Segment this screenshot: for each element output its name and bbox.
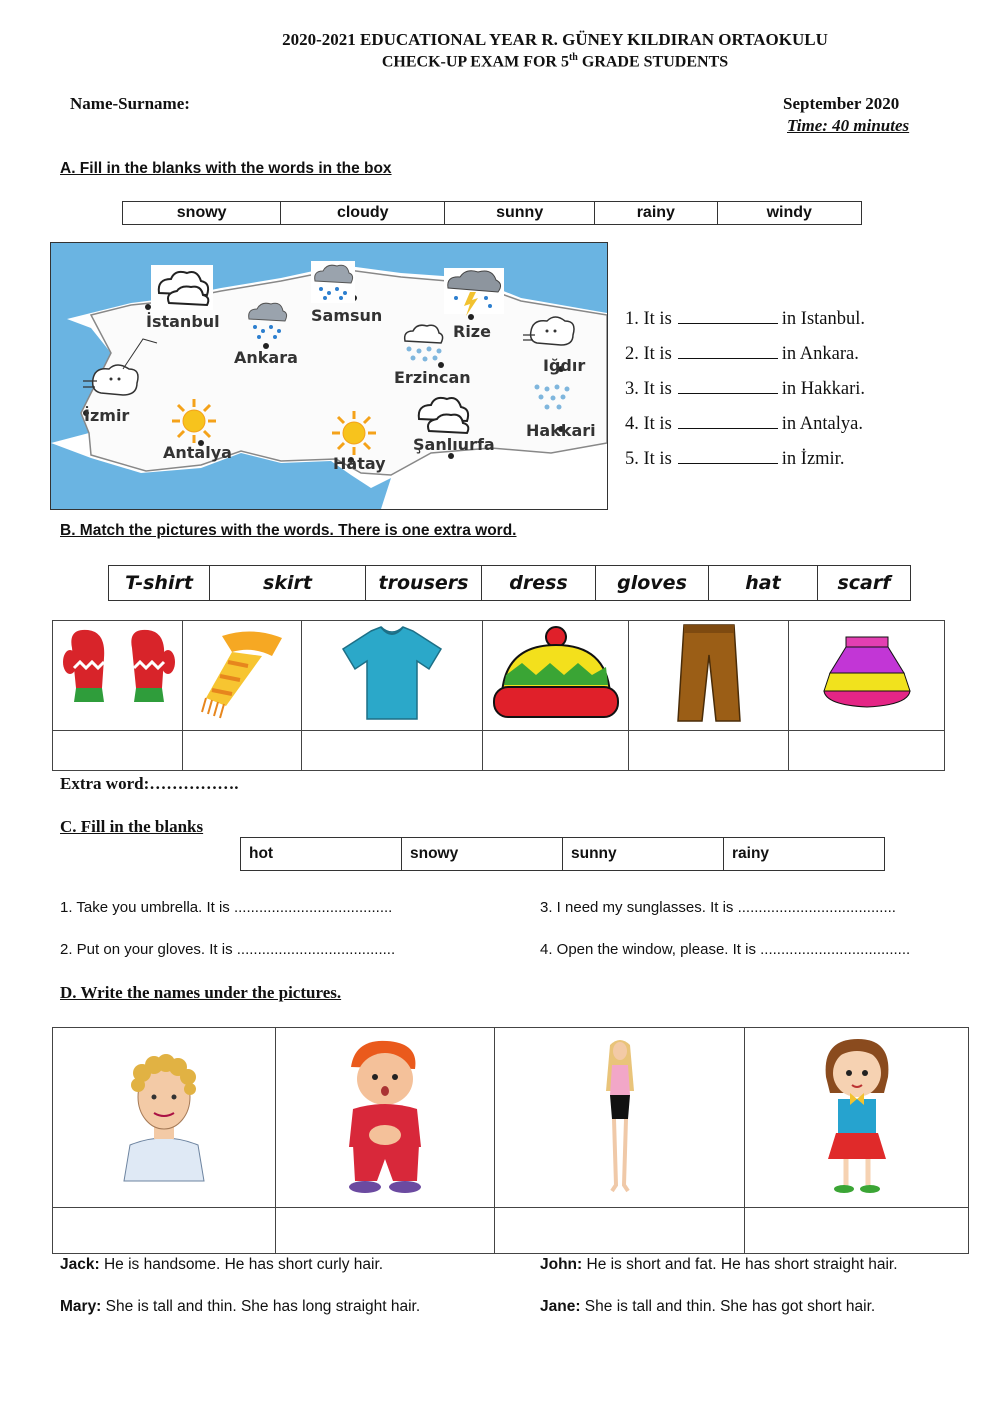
person-name: Jack: xyxy=(60,1256,100,1273)
skirt-picture-cell xyxy=(789,621,945,731)
city-istanbul: İstanbul xyxy=(146,312,220,331)
fat-boy-icon xyxy=(335,1035,435,1195)
question-suffix: in İzmir. xyxy=(781,449,845,469)
answer-cell[interactable] xyxy=(789,731,945,771)
word-box-item: gloves xyxy=(596,566,709,601)
city-hatay: Hatay xyxy=(333,454,386,473)
city-samsun: Samsun xyxy=(311,306,383,325)
header-line-2-pre: CHECK-UP EXAM FOR 5 xyxy=(381,53,569,71)
answer-cell[interactable] xyxy=(276,1208,495,1254)
word-box-item: trousers xyxy=(366,566,482,601)
tshirt-icon xyxy=(337,623,447,723)
answer-cell[interactable] xyxy=(183,731,302,771)
gloves-icon xyxy=(58,628,178,718)
person-picture-cell xyxy=(745,1028,969,1208)
person-picture-cell xyxy=(276,1028,495,1208)
person-description: She is tall and thin. She has got short hair. xyxy=(580,1298,876,1315)
section-a-question-1 xyxy=(625,305,865,330)
clothes-picture-grid xyxy=(52,620,945,771)
turkey-map-svg xyxy=(51,243,607,509)
question-prefix: 3. It is xyxy=(625,379,672,399)
question-suffix: in Istanbul. xyxy=(781,309,866,329)
word-box-item: cloudy xyxy=(281,202,445,225)
city-erzincan: Erzincan xyxy=(394,368,471,387)
section-c-question-3: 3. I need my sunglasses. It is ...................................... xyxy=(540,899,896,916)
city-ankara: Ankara xyxy=(234,348,298,367)
answer-cell[interactable] xyxy=(53,1208,276,1254)
section-a-question-5 xyxy=(625,445,844,470)
description-john xyxy=(540,1256,898,1274)
stormy-icon xyxy=(444,268,504,316)
question-suffix: in Ankara. xyxy=(781,344,859,364)
word-box-item: windy xyxy=(717,202,862,225)
weather-map xyxy=(50,242,608,510)
section-d-title: D. Write the names under the pictures. xyxy=(60,983,342,1002)
word-box-item: hot xyxy=(241,838,402,871)
answer-blank[interactable] xyxy=(678,375,778,394)
word-box-item: scarf xyxy=(818,566,911,601)
city-sanliurfa: Şanlıurfa xyxy=(413,435,495,454)
city-izmir: İzmir xyxy=(84,406,130,425)
sunny-icon xyxy=(332,411,376,455)
short-hair-girl-icon xyxy=(812,1033,902,1197)
skirt-icon xyxy=(822,633,912,713)
people-picture-grid xyxy=(52,1027,969,1254)
city-rize: Rize xyxy=(453,322,491,341)
word-box-item: rainy xyxy=(595,202,717,225)
person-name: Mary: xyxy=(60,1298,102,1315)
person-picture-cell xyxy=(53,1028,276,1208)
word-box-item: sunny xyxy=(445,202,595,225)
sunny-icon xyxy=(172,399,216,443)
answer-cell[interactable] xyxy=(495,1208,745,1254)
tall-woman-icon xyxy=(590,1035,650,1195)
word-box-item: dress xyxy=(482,566,596,601)
person-description: She is tall and thin. She has long straight hair. xyxy=(101,1298,421,1315)
tshirt-picture-cell xyxy=(302,621,483,731)
answer-cell[interactable] xyxy=(302,731,483,771)
person-description: He is handsome. He has short curly hair. xyxy=(99,1256,384,1273)
scarf-picture-cell xyxy=(183,621,302,731)
question-suffix: in Hakkari. xyxy=(781,379,865,399)
question-prefix: 2. It is xyxy=(625,344,672,364)
description-mary xyxy=(60,1298,420,1316)
rainy-icon xyxy=(311,261,355,303)
section-a-question-4 xyxy=(625,410,863,435)
person-name: Jane: xyxy=(540,1298,581,1315)
section-a-word-box xyxy=(122,201,862,225)
description-jane xyxy=(540,1298,875,1316)
person-picture-cell xyxy=(495,1028,745,1208)
scarf-icon xyxy=(192,626,292,721)
city-igdir: Iğdır xyxy=(543,356,586,375)
gloves-picture-cell xyxy=(53,621,183,731)
section-a-question-2 xyxy=(625,340,859,365)
answer-cell[interactable] xyxy=(629,731,789,771)
word-box-item: sunny xyxy=(563,838,724,871)
header-line-2-post: GRADE STUDENTS xyxy=(577,53,729,71)
question-prefix: 1. It is xyxy=(625,309,672,329)
trousers-picture-cell xyxy=(629,621,789,731)
word-box-item: T-shirt xyxy=(109,566,210,601)
header-line-1-text: 2020-2021 EDUCATIONAL YEAR R. GÜNEY KILDIRAN ORTAOKULU xyxy=(282,30,828,49)
answer-blank[interactable] xyxy=(678,305,778,324)
person-description: He is short and fat. He has short straight hair. xyxy=(582,1256,898,1273)
header-line-1 xyxy=(0,30,1000,50)
curly-boy-icon xyxy=(104,1045,224,1185)
person-name: John: xyxy=(540,1256,583,1273)
description-jack xyxy=(60,1256,383,1274)
word-box-item: snowy xyxy=(123,202,281,225)
section-c-title: C. Fill in the blanks xyxy=(60,817,204,836)
extra-word-label: Extra word:……………. xyxy=(60,774,239,793)
section-a-question-3 xyxy=(625,375,865,400)
trousers-icon xyxy=(674,621,744,725)
answer-cell[interactable] xyxy=(745,1208,969,1254)
word-box-item: skirt xyxy=(210,566,366,601)
answer-cell[interactable] xyxy=(53,731,183,771)
city-hakkari: Hakkari xyxy=(526,421,596,440)
header-line-2-sup: th xyxy=(568,52,578,63)
word-box-item: rainy xyxy=(724,838,885,871)
exam-date: September 2020 xyxy=(783,94,900,113)
section-b-word-box xyxy=(108,565,911,601)
hat-picture-cell xyxy=(483,621,629,731)
answer-blank[interactable] xyxy=(678,340,778,359)
section-c-question-4: 4. Open the window, please. It is .................................... xyxy=(540,941,911,958)
word-box-item: snowy xyxy=(402,838,563,871)
answer-cell[interactable] xyxy=(483,731,629,771)
section-c-question-1: 1. Take you umbrella. It is ...................................... xyxy=(60,899,393,916)
header-line-2 xyxy=(0,52,1000,71)
answer-blank[interactable] xyxy=(678,410,778,429)
city-antalya: Antalya xyxy=(163,443,232,462)
section-c-question-2: 2. Put on your gloves. It is ...................................... xyxy=(60,941,396,958)
section-c-word-box xyxy=(240,837,885,871)
exam-time: Time: 40 minutes xyxy=(787,116,910,135)
section-b-title: B. Match the pictures with the words. There is one extra word. xyxy=(60,522,517,539)
hat-icon xyxy=(488,623,624,723)
question-prefix: 5. It is xyxy=(625,449,672,469)
question-prefix: 4. It is xyxy=(625,414,672,434)
name-surname-label: Name-Surname: xyxy=(70,94,190,113)
section-a-title: A. Fill in the blanks with the words in the box xyxy=(60,160,392,177)
answer-blank[interactable] xyxy=(678,445,778,464)
question-suffix: in Antalya. xyxy=(781,414,863,434)
cloudy-icon xyxy=(151,265,213,310)
word-box-item: hat xyxy=(709,566,818,601)
